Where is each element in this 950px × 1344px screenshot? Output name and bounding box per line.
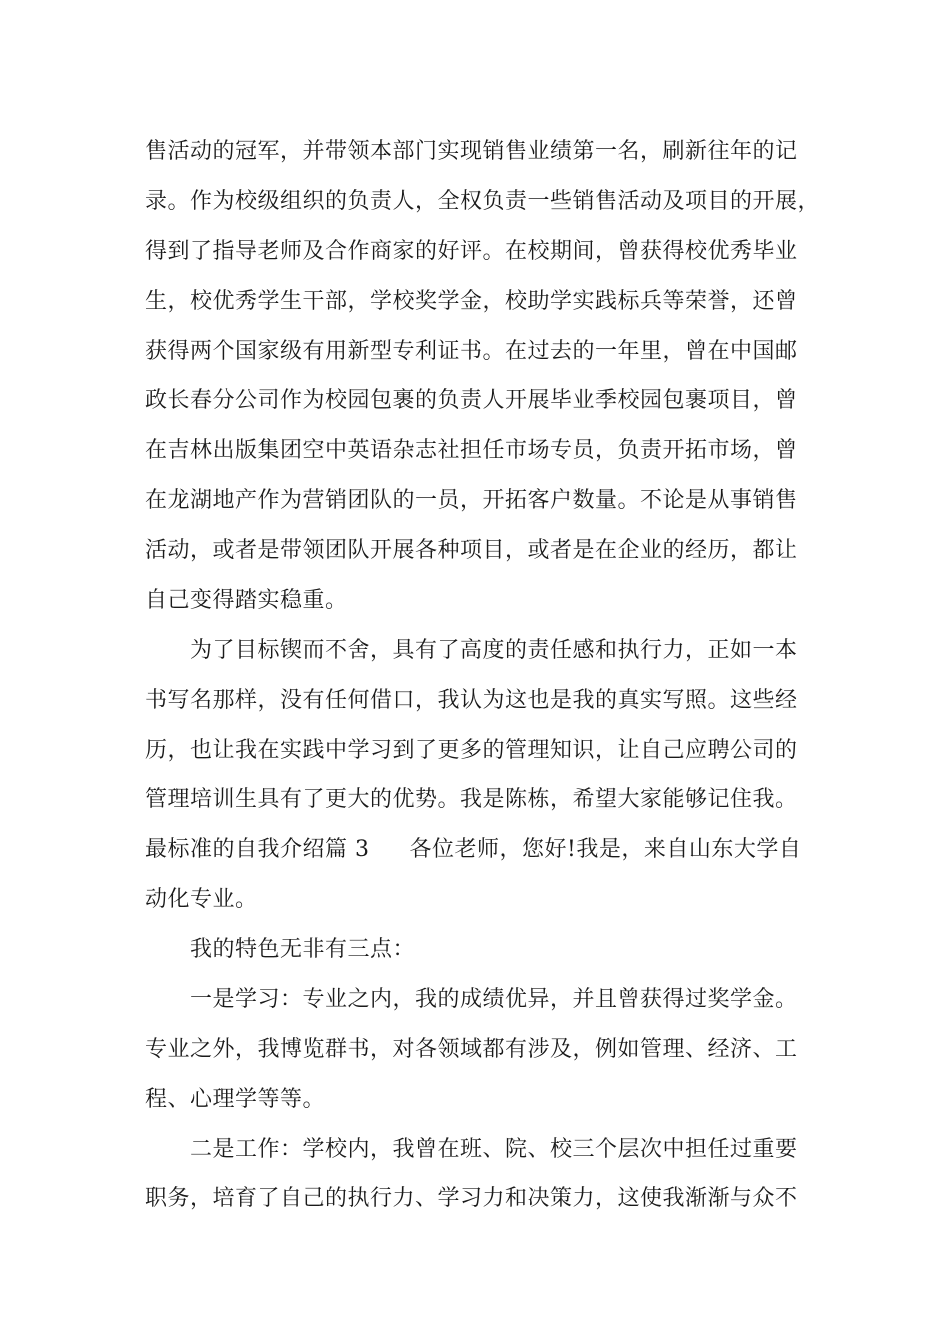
text-line: 生，校优秀学生干部，学校奖学金，校助学实践标兵等荣誉，还曾 (145, 289, 798, 314)
text-line: 录。作为校级组织的负责人，全权负责一些销售活动及项目的开展， (145, 189, 821, 214)
text-line: 政长春分公司作为校园包裹的负责人开展毕业季校园包裹项目，曾 (145, 388, 798, 413)
text-line: 书写名那样，没有任何借口，我认为这也是我的真实写照。这些经 (145, 688, 798, 713)
text-line: 得到了指导老师及合作商家的好评。在校期间，曾获得校优秀毕业 (145, 239, 798, 264)
section-line (145, 835, 801, 865)
text-line: 在龙湖地产作为营销团队的一员，开拓客户数量。不论是从事销售 (145, 488, 798, 513)
section-heading: 最标准的自我介绍篇 3 (145, 837, 370, 862)
text-line: 获得两个国家级有用新型专利证书。在过去的一年里，曾在中国邮 (145, 339, 798, 364)
paragraph-start: 我的特色无非有三点： (190, 937, 416, 962)
paragraph-start: 一是学习：专业之内，我的成绩优异，并且曾获得过奖学金。 (190, 987, 798, 1012)
text-line: 动化专业。 (145, 887, 258, 912)
paragraph-start: 为了目标锲而不舍，具有了高度的责任感和执行力，正如一本 (190, 638, 798, 663)
text-line: 售活动的冠军，并带领本部门实现销售业绩第一名，刷新往年的记 (145, 139, 798, 164)
text-line: 活动，或者是带领团队开展各种项目，或者是在企业的经历，都让 (145, 538, 798, 563)
text-line: 历，也让我在实践中学习到了更多的管理知识，让自己应聘公司的 (145, 738, 798, 763)
greeting-text: 各位老师，您好!我是，来自山东大学自 (409, 837, 802, 862)
text-line: 专业之外，我博览群书，对各领域都有涉及，例如管理、经济、工 (145, 1037, 798, 1062)
text-line: 管理培训生具有了更大的优势。我是陈栋，希望大家能够记住我。 (145, 787, 798, 812)
text-line: 自己变得踏实稳重。 (145, 588, 348, 613)
text-line: 在吉林出版集团空中英语杂志社担任市场专员，负责开拓市场，曾 (145, 438, 798, 463)
text-line: 职务，培育了自己的执行力、学习力和决策力，这使我渐渐与众不 (145, 1186, 798, 1211)
paragraph-start: 二是工作：学校内，我曾在班、院、校三个层次中担任过重要 (190, 1137, 798, 1162)
text-line: 程、心理学等等。 (145, 1087, 326, 1112)
